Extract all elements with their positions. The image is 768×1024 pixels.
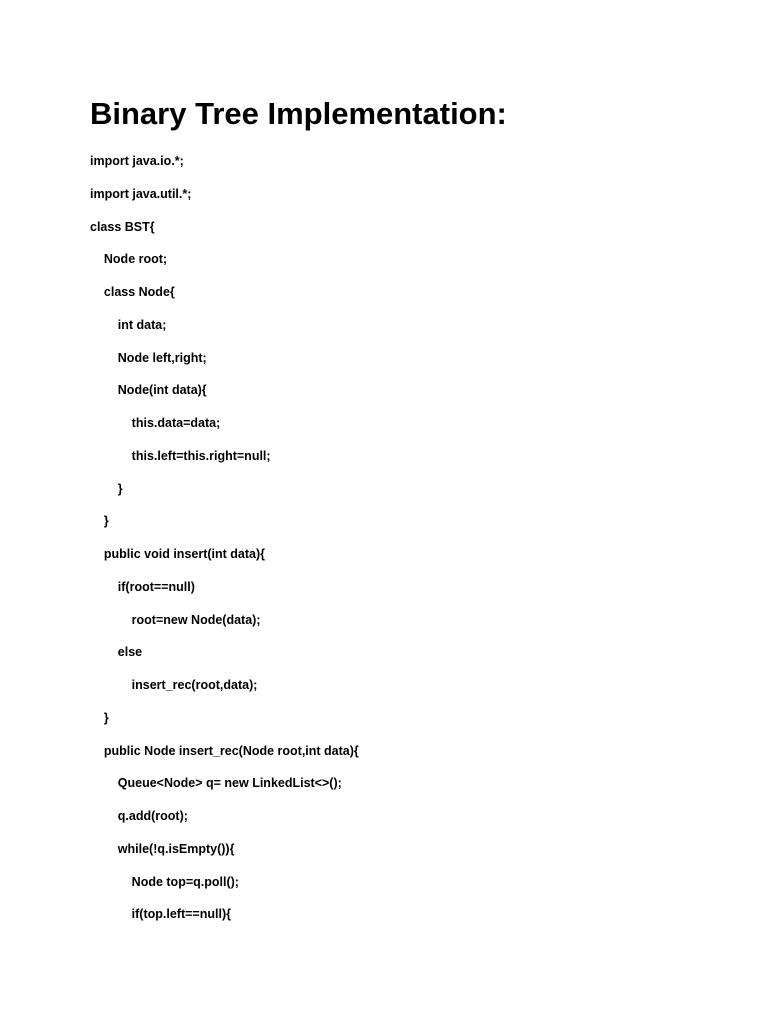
code-line: if(top.left==null){: [90, 907, 231, 922]
code-line: Node top=q.poll();: [90, 874, 239, 889]
code-line: q.add(root);: [90, 809, 188, 823]
code-line: if(root==null): [90, 579, 195, 594]
code-line: }: [90, 710, 109, 725]
code-line: class Node{: [90, 285, 175, 299]
code-line: public void insert(int data){: [90, 547, 266, 561]
code-line: insert_rec(root,data);: [90, 678, 258, 692]
code-line: Node(int data){: [90, 383, 207, 398]
code-line: int data;: [90, 317, 167, 332]
page-title: Binary Tree Implementation:: [90, 96, 507, 131]
code-block: [90, 150, 359, 936]
code-line: public Node insert_rec(Node root,int data){: [90, 743, 359, 758]
code-line: class BST{: [90, 219, 155, 234]
code-line: Queue<Node> q= new LinkedList<>();: [90, 776, 342, 791]
code-line: import java.util.*;: [90, 186, 192, 201]
code-line: this.data=data;: [90, 416, 221, 430]
code-line: this.left=this.right=null;: [90, 448, 271, 463]
code-line: root=new Node(data);: [90, 612, 261, 627]
code-line: Node root;: [90, 252, 168, 267]
code-line: while(!q.isEmpty()){: [90, 841, 235, 856]
code-line: import java.io.*;: [90, 154, 184, 168]
code-line: }: [90, 481, 123, 496]
code-line: }: [90, 514, 109, 529]
code-line: else: [90, 645, 143, 660]
code-line: Node left,right;: [90, 350, 207, 365]
